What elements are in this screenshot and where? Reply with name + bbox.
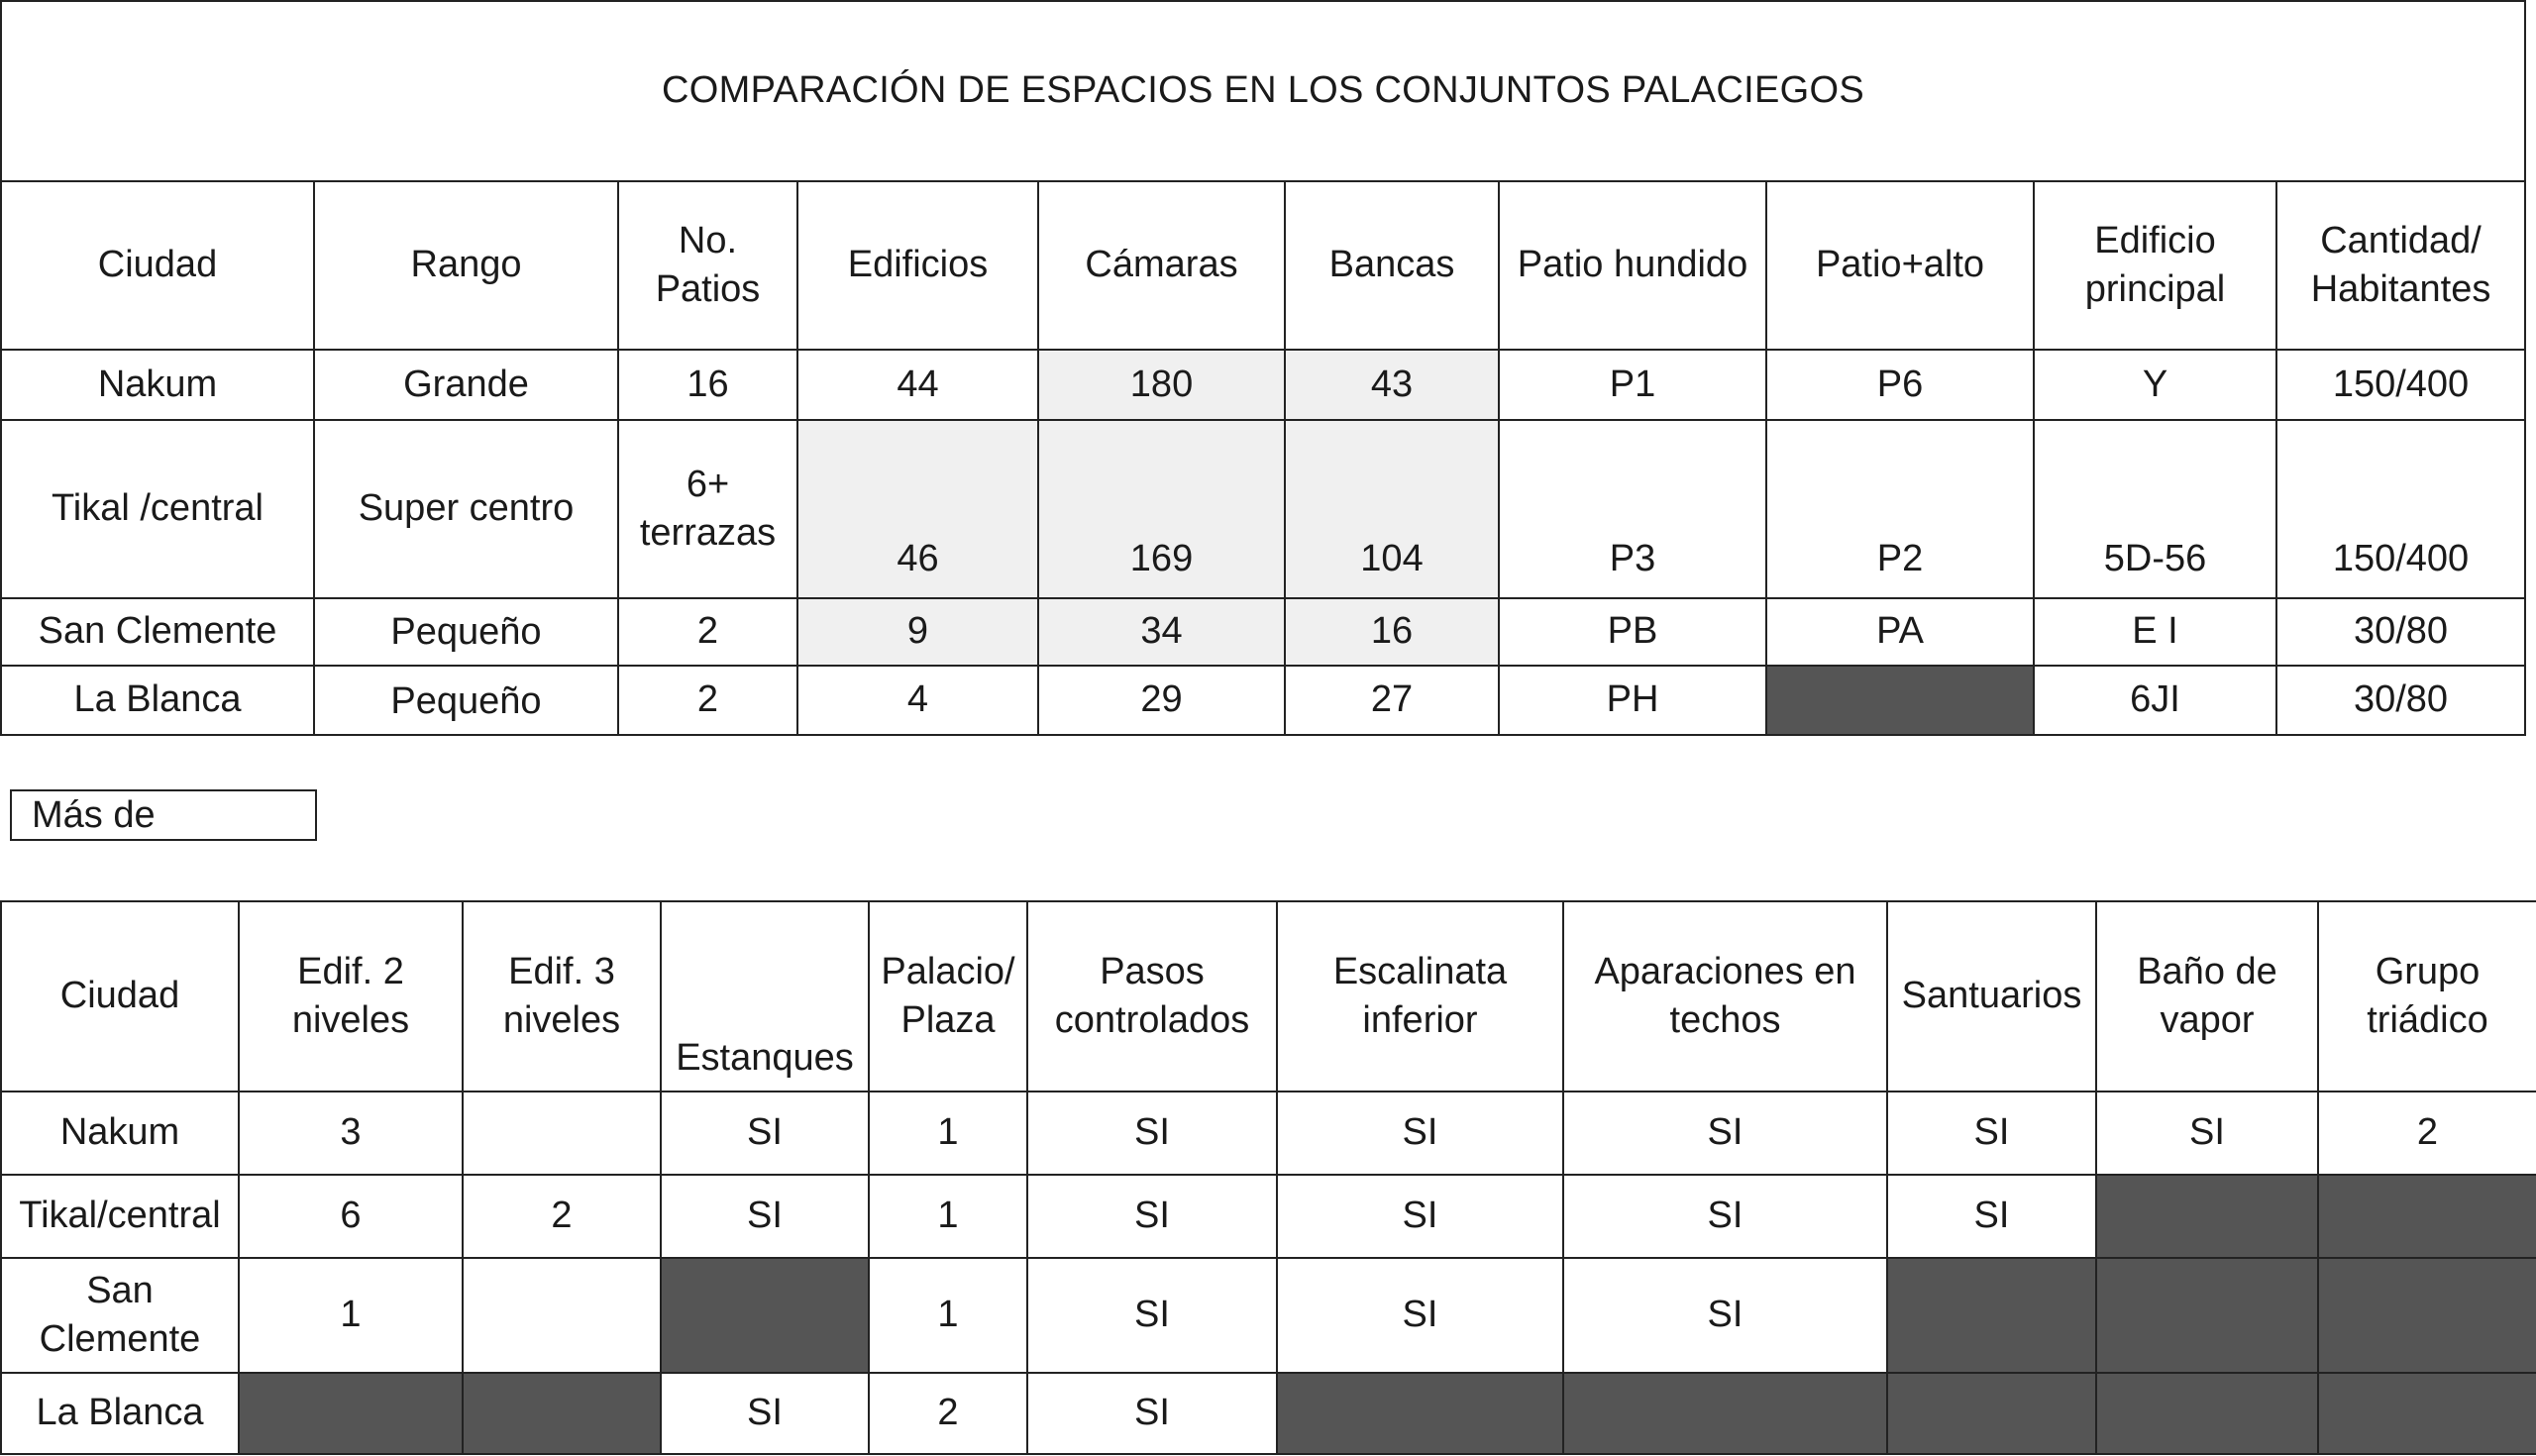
cell-ciudad: Tikal/central bbox=[1, 1175, 239, 1258]
cell-escalinata: SI bbox=[1277, 1258, 1563, 1373]
header-camaras: Cámaras bbox=[1038, 181, 1285, 350]
cell-ciudad: La Blanca bbox=[1, 666, 314, 735]
header-bancas: Bancas bbox=[1285, 181, 1499, 350]
header-grupo-triadico: Grupo triádico bbox=[2318, 901, 2536, 1092]
cell-edif-3 bbox=[463, 1092, 661, 1175]
cell-edificios: 44 bbox=[797, 350, 1038, 420]
cell-edificios: 46 bbox=[797, 420, 1038, 598]
header-patio-hundido: Patio hundido bbox=[1499, 181, 1766, 350]
cell-bancas: 27 bbox=[1285, 666, 1499, 735]
header-ciudad: Ciudad bbox=[1, 181, 314, 350]
header-santuarios: Santuarios bbox=[1887, 901, 2096, 1092]
cell-edif-2: 6 bbox=[239, 1175, 463, 1258]
table-row bbox=[1, 1373, 2536, 1454]
cell-aparaciones: SI bbox=[1563, 1092, 1887, 1175]
cell-ciudad: La Blanca bbox=[1, 1373, 239, 1454]
header-cantidad-habitantes: Cantidad/ Habitantes bbox=[2276, 181, 2525, 350]
cell-estanques: SI bbox=[661, 1373, 869, 1454]
cell-habitantes: 150/400 bbox=[2276, 350, 2525, 420]
cell-bancas: 16 bbox=[1285, 598, 1499, 666]
table-row bbox=[1, 1092, 2536, 1175]
cell-grupo-triadico-empty bbox=[2318, 1373, 2536, 1454]
cell-edificio-principal: 5D-56 bbox=[2034, 420, 2276, 598]
cell-patio-alto: P2 bbox=[1766, 420, 2034, 598]
table-title: COMPARACIÓN DE ESPACIOS EN LOS CONJUNTOS PALACIEGOS bbox=[1, 1, 2525, 181]
cell-bancas: 104 bbox=[1285, 420, 1499, 598]
cell-camaras: 180 bbox=[1038, 350, 1285, 420]
cell-rango: Pequeño bbox=[314, 666, 618, 735]
cell-edif-3-empty bbox=[463, 1373, 661, 1454]
cell-santuarios-empty bbox=[1887, 1373, 2096, 1454]
cell-escalinata-empty bbox=[1277, 1373, 1563, 1454]
header-palacio-plaza: Palacio/ Plaza bbox=[869, 901, 1027, 1092]
cell-estanques: SI bbox=[661, 1175, 869, 1258]
cell-camaras: 29 bbox=[1038, 666, 1285, 735]
header-pasos-controlados: Pasos controlados bbox=[1027, 901, 1277, 1092]
cell-edif-2: 3 bbox=[239, 1092, 463, 1175]
cell-ciudad: Nakum bbox=[1, 350, 314, 420]
cell-rango: Pequeño bbox=[314, 598, 618, 666]
cell-edif-3: 2 bbox=[463, 1175, 661, 1258]
cell-habitantes: 30/80 bbox=[2276, 666, 2525, 735]
cell-grupo-triadico-empty bbox=[2318, 1258, 2536, 1373]
cell-escalinata: SI bbox=[1277, 1175, 1563, 1258]
cell-aparaciones: SI bbox=[1563, 1258, 1887, 1373]
comparison-table-2 bbox=[0, 900, 2536, 1455]
cell-bano-vapor: SI bbox=[2096, 1092, 2318, 1175]
cell-aparaciones: SI bbox=[1563, 1175, 1887, 1258]
header-estanques: Estanques bbox=[661, 901, 869, 1092]
table-row bbox=[1, 1175, 2536, 1258]
header-edificio-principal: Edificio principal bbox=[2034, 181, 2276, 350]
cell-bano-vapor-empty bbox=[2096, 1373, 2318, 1454]
cell-patios: 2 bbox=[618, 598, 797, 666]
cell-estanques: SI bbox=[661, 1092, 869, 1175]
cell-camaras: 169 bbox=[1038, 420, 1285, 598]
cell-bancas: 43 bbox=[1285, 350, 1499, 420]
cell-ciudad: San Clemente bbox=[1, 598, 314, 666]
table-row bbox=[1, 1258, 2536, 1373]
cell-patio-hundido: PB bbox=[1499, 598, 1766, 666]
cell-edificios: 4 bbox=[797, 666, 1038, 735]
cell-patio-alto: P6 bbox=[1766, 350, 2034, 420]
header-patio-alto: Patio+alto bbox=[1766, 181, 2034, 350]
table-row bbox=[1, 666, 2525, 735]
cell-santuarios: SI bbox=[1887, 1092, 2096, 1175]
cell-pasos: SI bbox=[1027, 1373, 1277, 1454]
header-aparaciones-techos: Aparaciones en techos bbox=[1563, 901, 1887, 1092]
cell-edificios: 9 bbox=[797, 598, 1038, 666]
cell-bano-vapor-empty bbox=[2096, 1258, 2318, 1373]
cell-aparaciones-empty bbox=[1563, 1373, 1887, 1454]
header-ciudad: Ciudad bbox=[1, 901, 239, 1092]
cell-palacio-plaza: 1 bbox=[869, 1175, 1027, 1258]
header-bano-vapor: Baño de vapor bbox=[2096, 901, 2318, 1092]
cell-palacio-plaza: 1 bbox=[869, 1258, 1027, 1373]
legend-box: Más de bbox=[10, 789, 317, 841]
cell-palacio-plaza: 1 bbox=[869, 1092, 1027, 1175]
cell-edif-2-empty bbox=[239, 1373, 463, 1454]
header-edif-2-niveles: Edif. 2 niveles bbox=[239, 901, 463, 1092]
cell-pasos: SI bbox=[1027, 1092, 1277, 1175]
cell-patios: 2 bbox=[618, 666, 797, 735]
cell-patios: 16 bbox=[618, 350, 797, 420]
cell-patio-alto: PA bbox=[1766, 598, 2034, 666]
cell-edificio-principal: 6JI bbox=[2034, 666, 2276, 735]
cell-edificio-principal: Y bbox=[2034, 350, 2276, 420]
cell-bano-vapor-empty bbox=[2096, 1175, 2318, 1258]
cell-patio-alto-empty bbox=[1766, 666, 2034, 735]
cell-palacio-plaza: 2 bbox=[869, 1373, 1027, 1454]
cell-camaras: 34 bbox=[1038, 598, 1285, 666]
cell-rango: Grande bbox=[314, 350, 618, 420]
cell-santuarios: SI bbox=[1887, 1175, 2096, 1258]
header-edif-3-niveles: Edif. 3 niveles bbox=[463, 901, 661, 1092]
header-edificios: Edificios bbox=[797, 181, 1038, 350]
cell-grupo-triadico: 2 bbox=[2318, 1092, 2536, 1175]
table-row bbox=[1, 420, 2525, 598]
cell-habitantes: 150/400 bbox=[2276, 420, 2525, 598]
cell-edificio-principal: E I bbox=[2034, 598, 2276, 666]
table-row bbox=[1, 598, 2525, 666]
cell-patio-hundido: P1 bbox=[1499, 350, 1766, 420]
cell-ciudad: Nakum bbox=[1, 1092, 239, 1175]
cell-patio-hundido: P3 bbox=[1499, 420, 1766, 598]
cell-pasos: SI bbox=[1027, 1175, 1277, 1258]
header-escalinata-inferior: Escalinata inferior bbox=[1277, 901, 1563, 1092]
cell-edif-3 bbox=[463, 1258, 661, 1373]
cell-estanques-empty bbox=[661, 1258, 869, 1373]
cell-patios: 6+ terrazas bbox=[618, 420, 797, 598]
cell-santuarios-empty bbox=[1887, 1258, 2096, 1373]
header-rango: Rango bbox=[314, 181, 618, 350]
cell-escalinata: SI bbox=[1277, 1092, 1563, 1175]
cell-ciudad: San Clemente bbox=[1, 1258, 239, 1373]
table-row bbox=[1, 350, 2525, 420]
cell-edif-2: 1 bbox=[239, 1258, 463, 1373]
header-no-patios: No. Patios bbox=[618, 181, 797, 350]
cell-pasos: SI bbox=[1027, 1258, 1277, 1373]
cell-grupo-triadico-empty bbox=[2318, 1175, 2536, 1258]
cell-rango: Super centro bbox=[314, 420, 618, 598]
cell-habitantes: 30/80 bbox=[2276, 598, 2525, 666]
cell-patio-hundido: PH bbox=[1499, 666, 1766, 735]
cell-ciudad: Tikal /central bbox=[1, 420, 314, 598]
